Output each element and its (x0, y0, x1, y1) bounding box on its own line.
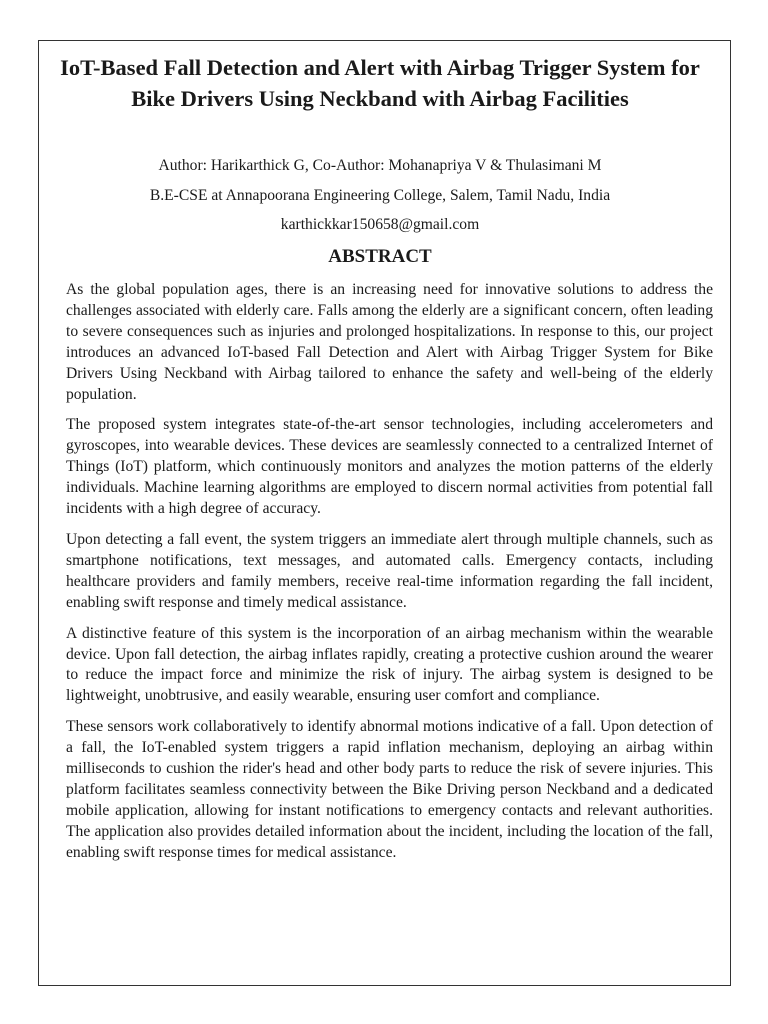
abstract-paragraph-4: A distinctive feature of this system is the incorporation of an airbag mechanism within the wearable device. Upon fall detection, the airbag inflates rapidly, creating a protective cushion around the wearer to reduce the impact force and minimize the risk of injury. The airbag system is designed to be lightweight, unobtrusive, and easily wearable, ensuring user comfort and compliance. (66, 624, 713, 705)
paper-title: IoT-Based Fall Detection and Alert with Airbag Trigger System for Bike Drivers Using Neckband with Airbag Facilities (60, 55, 700, 111)
affiliation-line: B.E-CSE at Annapoorana Engineering College, Salem, Tamil Nadu, India (149, 187, 611, 204)
abstract-heading: ABSTRACT (328, 246, 432, 267)
abstract-paragraph-1: As the global population ages, there is an increasing need for innovative solutions to address the challenges associated with elderly care. Falls among the elderly are a significant concern, often leading to severe consequences such as injuries and prolonged hospitalizations. In response to this, our project introduces an advanced IoT-based Fall Detection and Alert with Airbag Trigger System for Bike Drivers Using Neckband with Airbag tailored to enhance the safety and well-being of the elderly population. (66, 281, 713, 403)
abstract-paragraph-3: Upon detecting a fall event, the system triggers an immediate alert through multiple channels, such as smartphone notifications, text messages, and automated calls. Emergency contacts, including healthcare providers and family members, receive real-time information regarding the fall incident, enabling swift response and timely medical assistance. (66, 530, 713, 611)
abstract-paragraph-2: The proposed system integrates state-of-the-art sensor technologies, including accelerometers and gyroscopes, into wearable devices. These devices are seamlessly connected to a centralized Internet of Things (IoT) platform, which continuously monitors and analyzes the motion patterns of the elderly individuals. Machine learning algorithms are employed to discern normal activities from potential fall incidents with a high degree of accuracy. (66, 416, 713, 518)
abstract-body (66, 280, 713, 874)
email-line: karthickkar150658@gmail.com (280, 216, 480, 233)
abstract-paragraph-5: These sensors work collaboratively to identify abnormal motions indicative of a fall. Upon detection of a fall, the IoT-enabled system triggers a rapid inflation mechanism, deploying an airbag within milliseconds to cushion the rider's head and other body parts to reduce the risk of severe injuries. This platform facilitates seamless connectivity between the Bike Driving person Neckband and a dedicated mobile application, allowing for instant notifications to emergency contacts and relevant authorities. The application also provides detailed information about the incident, including the location of the fall, enabling swift response times for medical assistance. (66, 718, 713, 861)
author-line: Author: Harikarthick G, Co-Author: Mohanapriya V & Thulasimani M (158, 157, 602, 174)
